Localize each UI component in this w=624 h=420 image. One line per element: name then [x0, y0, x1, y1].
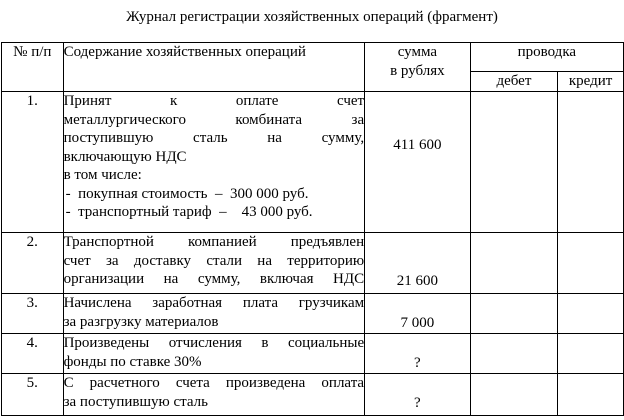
row-sum: ?: [365, 374, 471, 416]
header-sum-line1: сумма: [397, 44, 438, 60]
row-credit: [558, 233, 624, 294]
row-sum: 411 600: [365, 92, 471, 233]
content-line: С расчетного счета произведена оплата: [63, 375, 365, 391]
content-line: Начислена заработная плата грузчикам: [63, 295, 365, 311]
content-line: включающую НДС: [63, 148, 187, 165]
row-content: [63, 374, 365, 416]
content-line: за разгрузку материалов: [63, 313, 219, 330]
row-sum: ?: [365, 334, 471, 374]
table-header-row: [2, 43, 624, 72]
table-row: [2, 92, 624, 233]
row-credit: [558, 92, 624, 233]
content-line: Принят к оплате счет: [63, 93, 365, 109]
row-sum: 7 000: [365, 294, 471, 334]
header-number: № п/п: [2, 43, 64, 92]
document-title: Журнал регистрации хозяйственных операций (фрагмент): [126, 9, 498, 25]
row-number: 5.: [2, 374, 64, 416]
row-credit: [558, 334, 624, 374]
row-number: 2.: [2, 233, 64, 294]
header-posting: проводка: [470, 43, 623, 72]
table-row: [2, 334, 624, 374]
row-content: [63, 92, 365, 233]
row-number: 4.: [2, 334, 64, 374]
content-line: счет за доставку стали на территорию: [63, 252, 365, 269]
row-debit: [470, 233, 558, 294]
row-content: [63, 294, 365, 334]
row-debit: [470, 374, 558, 416]
content-line: за поступившую сталь: [63, 393, 208, 410]
table-row: [2, 294, 624, 334]
row-credit: [558, 374, 624, 416]
row-number: 3.: [2, 294, 64, 334]
header-sum-line2: в рублях: [390, 63, 445, 79]
content-line: в том числе:: [63, 167, 142, 183]
row-debit: [470, 334, 558, 374]
content-line: - покупная стоимость – 300 000 руб.: [65, 185, 309, 202]
header-credit: кредит: [558, 72, 624, 92]
row-credit: [558, 294, 624, 334]
row-sum: 21 600: [365, 233, 471, 294]
row-number: 1.: [2, 92, 64, 233]
content-line: - транспортный тариф – 43 000 руб.: [65, 204, 313, 220]
content-line: Транспортной компанией предъявлен: [63, 234, 365, 250]
row-content: [63, 334, 365, 374]
header-content: Содержание хозяйственных операций: [63, 43, 365, 92]
row-debit: [470, 294, 558, 334]
content-line: организации на сумму, включая НДС: [63, 271, 365, 287]
row-debit: [470, 92, 558, 233]
table-row: [2, 233, 624, 294]
row-content: [63, 233, 365, 294]
header-debit: дебет: [470, 72, 558, 92]
table-row: [2, 374, 624, 416]
header-sum: [365, 43, 471, 92]
content-line: металлургического комбината за: [63, 111, 365, 128]
operations-journal-table: [1, 42, 624, 416]
content-line: поступившую сталь на сумму,: [63, 130, 365, 146]
content-line: Произведены отчисления в социальные: [63, 335, 365, 351]
content-line: фонды по ставке 30%: [63, 353, 202, 370]
